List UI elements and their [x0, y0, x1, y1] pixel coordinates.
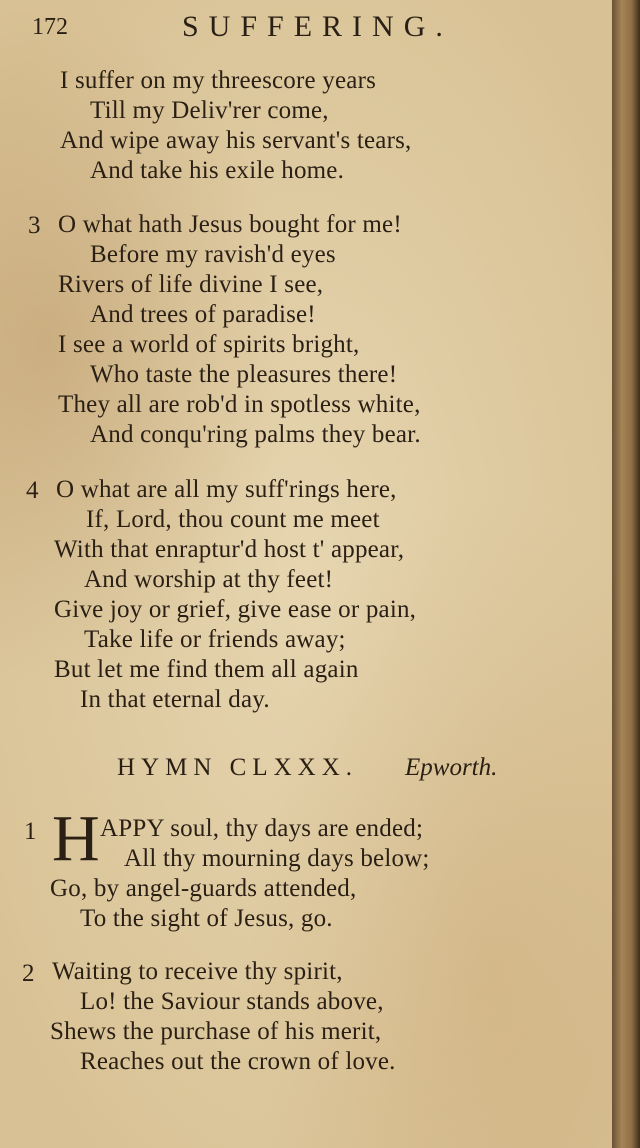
- poem-line: All thy mourning days below;: [124, 845, 430, 872]
- poem-line: Reaches out the crown of love.: [80, 1048, 396, 1075]
- poem-line: And trees of paradise!: [90, 301, 316, 328]
- poem-line: Till my Deliv'rer come,: [90, 97, 329, 124]
- poem-line: To the sight of Jesus, go.: [80, 905, 333, 932]
- stanza-number: 3: [28, 212, 41, 239]
- drop-cap: H: [52, 802, 100, 875]
- poem-line: Waiting to receive thy spirit,: [52, 958, 343, 985]
- poem-line: Who taste the pleasures there!: [90, 361, 398, 388]
- page-number: 172: [32, 14, 68, 40]
- poem-line: Rivers of life divine I see,: [58, 271, 324, 298]
- poem-line: In that eternal day.: [80, 686, 270, 713]
- poem-line: Take life or friends away;: [84, 626, 346, 653]
- poem-line: I suffer on my threescore years: [60, 67, 377, 94]
- poem-line: O what hath Jesus bought for me!: [58, 211, 402, 238]
- poem-line: And take his exile home.: [90, 157, 345, 184]
- book-spine-edge: [612, 0, 640, 1148]
- running-title: SUFFERING.: [182, 10, 453, 43]
- tune-name: Epworth.: [405, 754, 498, 781]
- poem-line: Give joy or grief, give ease or pain,: [54, 596, 417, 623]
- poem-line: And wipe away his servant's tears,: [60, 127, 412, 154]
- poem-line: Lo! the Saviour stands above,: [80, 988, 384, 1015]
- poem-line: But let me find them all again: [54, 656, 359, 683]
- poem-line: O what are all my suff'rings here,: [56, 476, 397, 503]
- poem-line: Before my ravish'd eyes: [90, 241, 336, 268]
- stanza-number: 1: [24, 818, 37, 845]
- poem-line: And worship at thy feet!: [84, 566, 334, 593]
- poem-line: With that enraptur'd host t' appear,: [54, 536, 405, 563]
- hymn-title: HYMN CLXXX.: [117, 754, 358, 781]
- poem-line: Shews the purchase of his merit,: [50, 1018, 382, 1045]
- poem-line: They all are rob'd in spotless white,: [58, 391, 421, 418]
- poem-line: Go, by angel-guards attended,: [50, 875, 357, 902]
- stanza-number: 4: [26, 477, 39, 504]
- poem-line: If, Lord, thou count me meet: [86, 506, 380, 533]
- poem-line: And conqu'ring palms they bear.: [90, 421, 421, 448]
- stanza-number: 2: [22, 960, 35, 987]
- poem-line: APPY soul, thy days are ended;: [100, 815, 424, 842]
- poem-line: I see a world of spirits bright,: [58, 331, 360, 358]
